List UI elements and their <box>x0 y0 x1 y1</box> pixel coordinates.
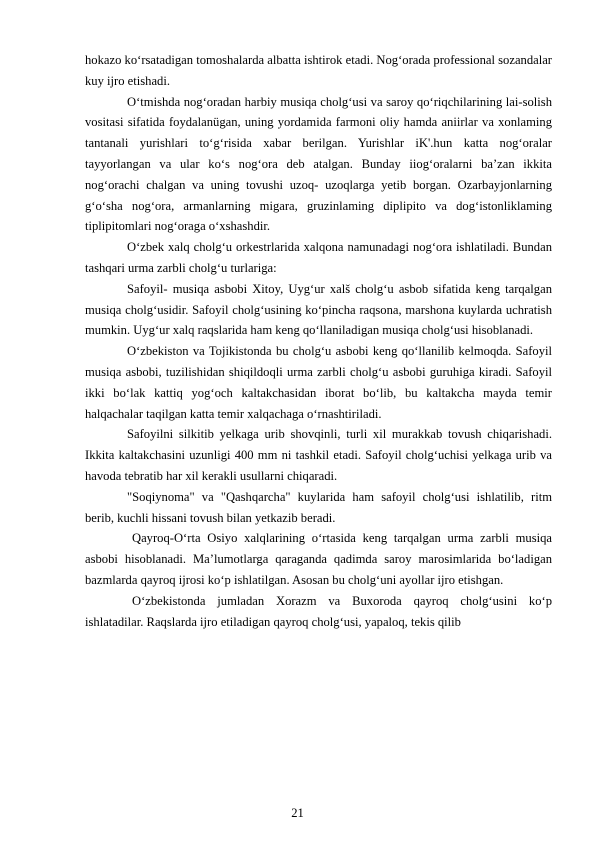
paragraph-safoyil-intro: Safoyil- musiqa asbobi Xitoy, Uyg‘ur xalš cholg‘u asbob sifatida keng tarqalgan musiqa cholg‘usidir. Safoyil cholg‘usining ko‘pincha raqsona, marshona kuylarda uchratish mumkin. Uyg‘ur xalq raqslarida ham keng qo‘llaniladigan musiqa cholg‘usi hisoblanadi. <box>85 281 552 338</box>
paragraph-orchestra: O‘zbek xalq cholg‘u orkestrlarida xalqona namunadagi nog‘ora ishlatiladi. Bundan tashqari urma zarbli cholg‘u turlariga: <box>85 240 552 275</box>
page-number: 21 <box>291 806 304 820</box>
paragraph-qayroq-intro: Qayroq-O‘rta Osiyo xalqlarining o‘rtasida keng tarqalgan urma zarbli musiqa asbobi hisoblanadi. Ma’lumotlarga qaraganda qadimda saroy marosimlarida bo‘ladigan bazmlarda qayroq ijrosi ko‘p ishlatilgan. Asosan bu cholg‘uni ayollar ijro etishgan. <box>85 531 552 587</box>
paragraph-safoyil-songs: "Soqiynoma" va "Qashqarcha" kuylarida ham safoyil cholg‘usi ishlatilib, ritm berib, kuchli hissani tovush bilan yetkazib beradi. <box>85 489 552 525</box>
body-text <box>85 50 552 632</box>
paragraph-continuation: hokazo ko‘rsatadigan tomoshalarda albatta ishtirok etadi. Nog‘orada professional sozandalar kuy ijro etishadi. <box>85 53 552 88</box>
paragraph-safoyil-playing: Safoyilni silkitib yelkaga urib shovqinli, turli xil murakkab tovush chiqarishadi. Ikkita kaltakchasini uzunligi 400 mm ni tashkil etadi. Safoyil cholg‘uchisi yelkaga urib va havoda tebratib har xil kerakli usullarni chiqaradi. <box>85 427 552 483</box>
paragraph-nogora-history: O‘tmishda nog‘oradan harbiy musiqa cholg‘usi va saroy qo‘riqchilarining lai-solish vositasi sifatida foydalanügan, uning yordamida farmoni oliy hamda aniirlar va xonlaming tantanali yurishlari to‘g‘risida xabar berilgan. Yurishlar iK'.hun katta nog‘oralar tayyorlangan va ular ko‘s nog‘ora deb atalgan. Bunday iiog‘oralarni ba’zan ikkita nog‘orachi chalgan va uning tovushi uzoq- uzoqlarga yetib borgan. Ozarbayjonlarning g‘o‘sha nog‘ora, armanlarning migara, gruzinlaming diplipito va dog‘istonliklaming tiplipitomlari nog‘oraga o‘xshashdir. <box>85 94 552 234</box>
paragraph-safoyil-structure: O‘zbekiston va Tojikistonda bu cholg‘u asbobi keng qo‘llanilib kelmoqda. Safoyil musiqa asbobi, tuzilishidan shiqildoqli urma zarbli cholg‘u asbobi guruhiga kiradi. Safoyil ikki bo‘lak kattiq yog‘och kaltakchasidan iborat bo‘lib, bu kaltakcha mayda temir halqachalar taqilgan katta temir xalqachaga o‘rnashtiriladi. <box>85 344 552 421</box>
paragraph-qayroq-regions: O‘zbekistonda jumladan Xorazm va Buxoroda qayroq cholg‘usini ko‘p ishlatadilar. Raqslarda ijro etiladigan qayroq cholg‘usi, yapaloq, tekis qilib <box>85 593 552 629</box>
